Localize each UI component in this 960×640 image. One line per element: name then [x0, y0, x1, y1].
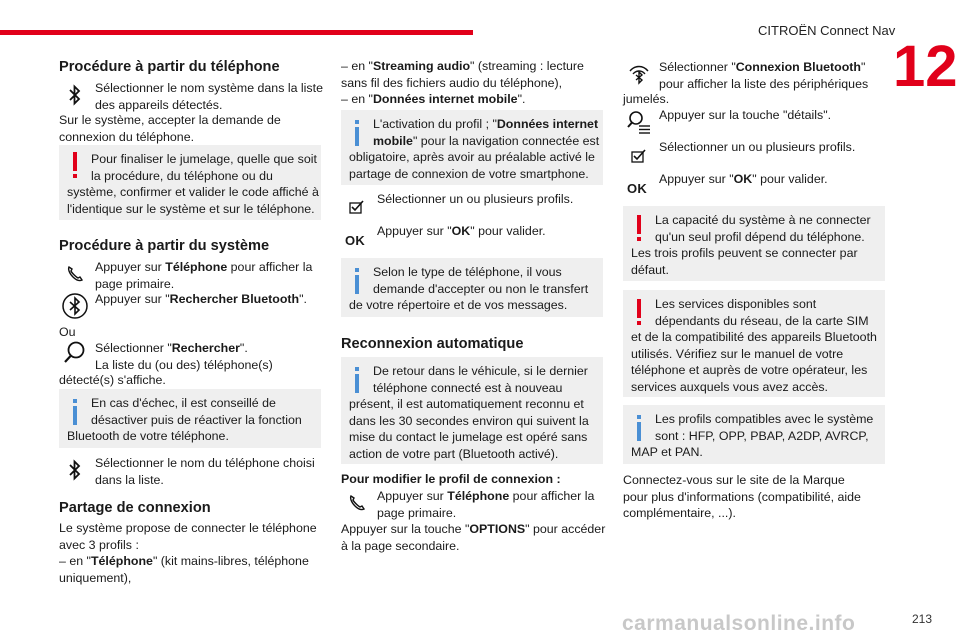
step-press-options: Appuyer sur la touche "OPTIONS" pour accéder à la page secondaire.	[341, 522, 606, 553]
step-select-bt-connection: Sélectionner "Connexion Bluetooth" pour afficher la liste des périphériques	[659, 60, 869, 91]
phone-handset-icon	[60, 259, 90, 289]
warning-text-services: Les services disponibles sont dépendants du réseau, de la carte SIM et de la compatibilité des appareils Bluetooth utilisés. Vérifiez sur le manuel de votre téléphone et auprès de votre opérateur, les services auxquels vous avez accès.	[631, 297, 877, 394]
profiles-list: – en "Streaming audio" (streaming : lecture sans fil des fichiers audio du téléphone), – en "Données internet mobile".	[341, 59, 584, 107]
info-text-mobile-data: L'activation du profil ; "Données internet mobile" pour la navigation connectée est obligatoire, après avoir au préalable activé le partage de connexion de votre smartphone.	[349, 117, 600, 181]
step-press-details: Appuyer sur la touche "détails".	[659, 108, 832, 122]
step-select-phone-name: Sélectionner le nom du téléphone choisi dans la liste.	[95, 456, 315, 487]
modify-profile-heading: Pour modifier le profil de connexion :	[341, 472, 561, 486]
heading-procedure-phone: Procédure à partir du téléphone	[59, 59, 280, 75]
bluetooth-icon	[60, 455, 90, 485]
info-text-failure: En cas d'échec, il est conseillé de désactiver puis de réactiver la fonction Bluetooth de votre téléphone.	[67, 396, 302, 444]
header-title: CITROËN Connect Nav	[758, 23, 896, 38]
header-red-bar	[0, 30, 473, 35]
step-press-ok: Appuyer sur "OK" pour valider.	[377, 224, 546, 238]
sharing-text: Le système propose de connecter le téléphone avec 3 profils : – en "Téléphone" (kit mains-libres, téléphone uniquement),	[59, 521, 317, 585]
step-press-telephone: Appuyer sur Téléphone pour afficher la page primaire.	[95, 260, 313, 291]
details-icon	[624, 107, 654, 137]
step-select-profiles: Sélectionner un ou plusieurs profils.	[377, 192, 574, 206]
step-press-search-bluetooth: Appuyer sur "Rechercher Bluetooth".	[95, 292, 307, 306]
checkbox-icon	[624, 141, 654, 171]
heading-connection-sharing: Partage de connexion	[59, 500, 211, 516]
checkbox-icon	[342, 192, 372, 222]
info-text-compatible-profiles: Les profils compatibles avec le système sont : HFP, OPP, PBAP, A2DP, AVRCP, MAP et PAN.	[631, 412, 874, 460]
paired-list-text: jumelés.	[623, 92, 670, 106]
heading-auto-reconnect: Reconnexion automatique	[341, 336, 524, 352]
step-accept-request: Sur le système, accepter la demande de connexion du téléphone.	[59, 113, 281, 144]
heading-procedure-system: Procédure à partir du système	[59, 238, 270, 254]
bluetooth-icon	[60, 80, 90, 110]
warning-text-one-profile: La capacité du système à ne connecter qu'un seul profil dépend du téléphone. Les trois profils peuvent se connecter par défaut.	[631, 213, 871, 277]
watermark: carmanualsonline.info	[622, 612, 856, 635]
step-select-search: Sélectionner "Rechercher". La liste du (ou des) téléphone(s)	[95, 341, 273, 372]
step-press-ok-2: Appuyer sur "OK" pour valider.	[659, 172, 828, 186]
info-text-reconnect: De retour dans le véhicule, si le dernier téléphone connecté est à nouveau présent, il est automatiquement reconnu et dans les 30 secondes environ qui suivent la mise du contact le jumelage est opéré sans action de votre part (Bluetooth activé).	[349, 364, 589, 461]
ok-icon: OK	[345, 233, 366, 248]
list-shows-text: détecté(s) s'affiche.	[59, 373, 166, 387]
bluetooth-connection-icon	[624, 58, 654, 88]
step-press-telephone-2: Appuyer sur Téléphone pour afficher la page primaire.	[377, 489, 595, 520]
ok-icon: OK	[627, 181, 648, 196]
warning-text-pairing: Pour finaliser le jumelage, quelle que soit la procédure, du téléphone ou du système, confirmer et valider le code affiché à l'identique sur le système et sur le téléphone.	[67, 152, 319, 216]
info-text-transfer: Selon le type de téléphone, il vous demande d'accepter ou non le transfert de votre répertoire et de vos messages.	[349, 265, 589, 313]
step-select-system-name: Sélectionner le nom système dans la liste des appareils détectés.	[95, 81, 323, 112]
phone-handset-icon	[342, 488, 372, 518]
chapter-number: 12	[893, 34, 958, 99]
or-text: Ou	[59, 325, 76, 339]
page-number: 213	[912, 612, 933, 626]
bluetooth-search-icon	[60, 291, 90, 321]
search-icon	[60, 338, 90, 368]
brand-website-text: Connectez-vous sur le site de la Marque pour plus d'informations (compatibilité, aide complémentaire, ...).	[623, 473, 861, 521]
step-select-profiles-2: Sélectionner un ou plusieurs profils.	[659, 140, 856, 154]
